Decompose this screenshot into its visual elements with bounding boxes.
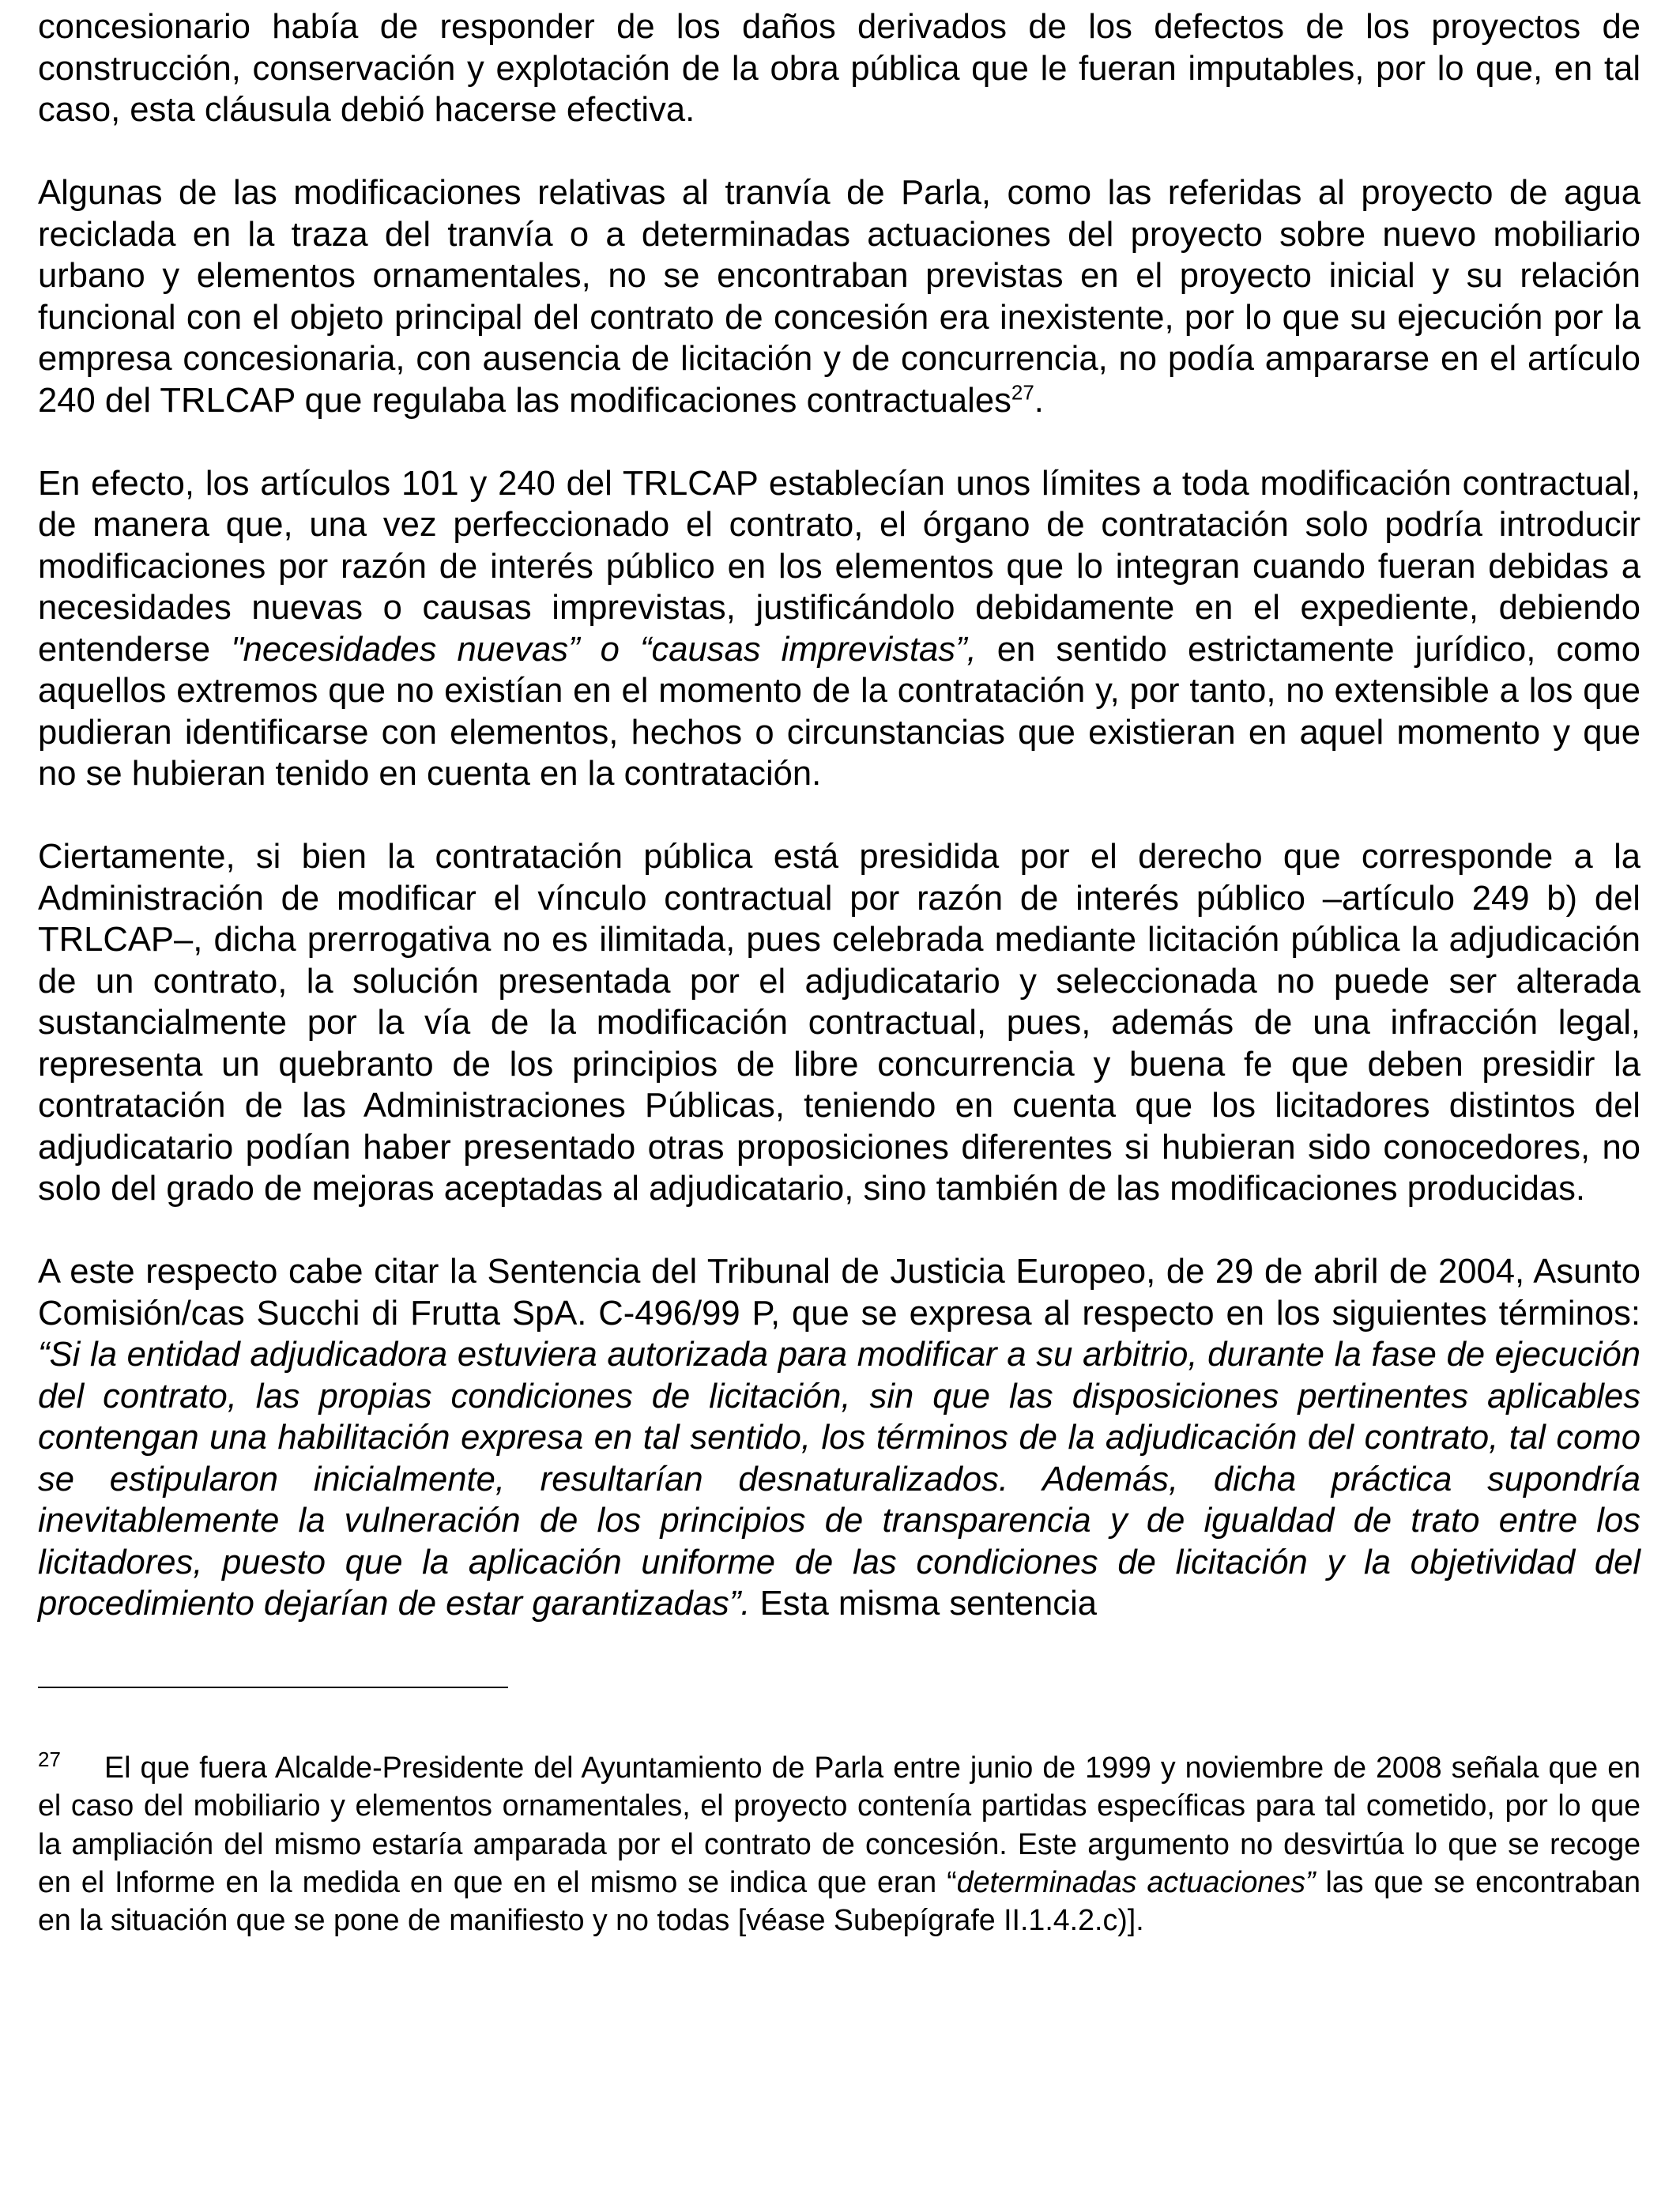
- paragraph-5-text-b: Esta misma sentencia: [750, 1585, 1098, 1623]
- footnote-reference[interactable]: 27: [1011, 379, 1034, 404]
- paragraph-4: [38, 836, 1640, 1210]
- paragraph-3-quote: "necesidades nuevas” o “causas imprevistas”,: [231, 630, 977, 669]
- footnote-quote: determinadas actuaciones”: [956, 1864, 1316, 1898]
- paragraph-3: [38, 463, 1640, 795]
- paragraph-3-text-b: en sentido estrictamente jurídico, como aquellos extremos que no existían en el momento de la contratación y, por tanto, no extensible a los que pudieran identificarse con elementos, hechos o circunstancias que existieran en aquel momento y que no se hubieran tenido en cuenta en la contratación.: [38, 630, 1640, 793]
- paragraph-5-quote: “Si la entidad adjudicadora estuviera autorizada para modificar a su arbitrio, durante la fase de ejecución del contrato, las propias condiciones de licitación, sin que las disposiciones pertinentes aplicables contengan una habilitación expresa en tal sentido, los términos de la adjudicación del contrato, tal como se estipularon inicialmente, resultarían desnaturalizados. Además, dicha práctica supondría inevitablemente la vulneración de los principios de transparencia y de igualdad de trato entre los licitadores, puesto que la aplicación uniforme de las condiciones de licitación y la objetividad del procedimiento dejarían de estar garantizadas”.: [38, 1336, 1640, 1623]
- paragraph-5-text-a: A este respecto cabe citar la Sentencia del Tribunal de Justicia Europeo, de 29 de abril de 2004, Asunto Comisión/cas Succhi di Frutta SpA. C-496/99 P, que se expresa al respecto en los siguientes términos:: [38, 1253, 1640, 1333]
- paragraph-2-end: .: [1034, 381, 1044, 420]
- footnote-text-a: El que fuera Alcalde-Presidente del Ayuntamiento de Parla entre junio de 1999 y noviembre de 2008 señala que en el caso del mobiliario y elementos ornamentales, el proyecto contenía partidas específicas para tal cometido, por lo que la ampliación del mismo estaría amparada por el contrato de concesión. Este argumento no desvirtúa lo que se recoge en el Informe en la medida en que en el mismo se indica que eran “: [38, 1751, 1640, 1898]
- paragraph-5: [38, 1251, 1640, 1625]
- paragraph-2-text: Algunas de las modificaciones relativas al tranvía de Parla, como las referidas al proyecto de agua reciclada en la traza del tranvía o a determinadas actuaciones del proyecto sobre nuevo mobiliario urbano y elementos ornamentales, no se encontraban previstas en el proyecto inicial y su relación funcional con el objeto principal del contrato de concesión era inexistente, por lo que su ejecución por la empresa concesionaria, con ausencia de licitación y de concurrencia, no podía ampararse en el artículo 240 del TRLCAP que regulaba las modificaciones contractuales: [38, 174, 1640, 420]
- paragraph-4-text: Ciertamente, si bien la contratación pública está presidida por el derecho que corresponde a la Administración de modificar el vínculo contractual por razón de interés público –artículo 249 b) del TRLCAP–, dicha prerrogativa no es ilimitada, pues celebrada mediante licitación pública la adjudicación de un contrato, la solución presentada por el adjudicatario y seleccionada no puede ser alterada sustancialmente por la vía de la modificación contractual, pues, además de una infracción legal, representa un quebranto de los principios de libre concurrencia y buena fe que deben presidir la contratación de las Administraciones Públicas, teniendo en cuenta que los licitadores distintos del adjudicatario podían haber presentado otras proposiciones diferentes si hubieran sido conocedores, no solo del grado de mejoras aceptadas al adjudicatario, sino también de las modificaciones producidas.: [38, 838, 1640, 1208]
- footnote: 27 El que fuera Alcalde-Presidente del Ayuntamiento de Parla entre junio de 1999 y noviembre de 2008 señala que en el caso del mobiliario y elementos ornamentales, el proyecto contenía partidas específicas para tal cometido, por lo que la ampliación del mismo estaría amparada por el contrato de concesión. Este argumento no desvirtúa lo que se recoge en el Informe en la medida en que en el mismo se indica que eran “determinadas actuaciones” las que se encontraban en la situación que se pone de manifiesto y no todas [véase Subepígrafe II.1.4.2.c)].: [38, 1747, 1641, 1937]
- paragraph-1: [38, 6, 1640, 131]
- footnote-separator: [38, 1687, 508, 1688]
- document-body: [38, 6, 1640, 1625]
- paragraph-3-text-a: En efecto, los artículos 101 y 240 del TRLCAP establecían unos límites a toda modificación contractual, de manera que, una vez perfeccionado el contrato, el órgano de contratación solo podría introducir modificaciones por razón de interés público en los elementos que lo integran cuando fueran debidas a necesidades nuevas o causas imprevistas, justificándolo debidamente en el expediente, debiendo entenderse: [38, 464, 1640, 669]
- footnote-text-b: las que se encontraban en la situación que se pone de manifiesto y no todas [véase Subepígrafe II.1.4.2.c)].: [38, 1864, 1641, 1937]
- paragraph-2: [38, 172, 1640, 421]
- paragraph-1-text: concesionario había de responder de los daños derivados de los defectos de los proyectos de construcción, conservación y explotación de la obra pública que le fueran imputables, por lo que, en tal caso, esta cláusula debió hacerse efectiva.: [38, 8, 1640, 129]
